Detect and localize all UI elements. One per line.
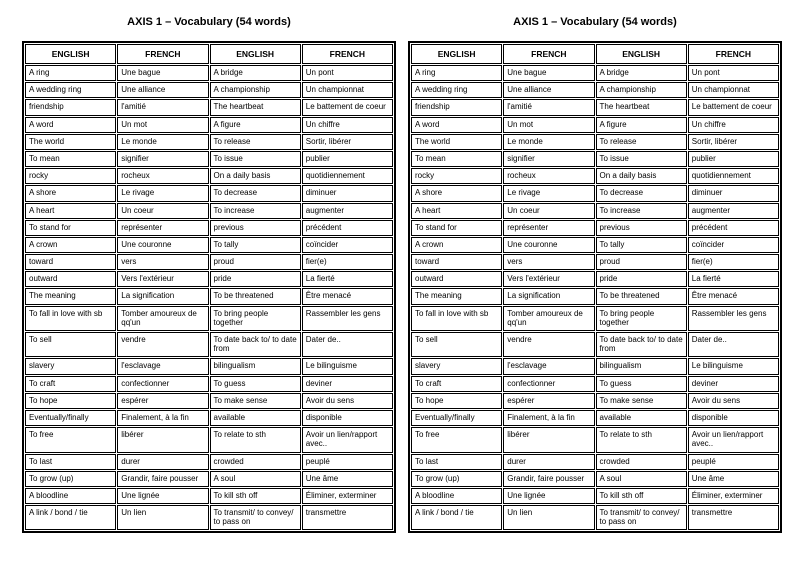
table-cell: signifier: [503, 151, 594, 167]
table-cell: To make sense: [596, 393, 687, 409]
table-cell: outward: [25, 271, 116, 287]
table-cell: durer: [117, 454, 208, 470]
table-cell: Dater de..: [688, 332, 779, 357]
table-cell: Le bilinguisme: [302, 358, 393, 374]
table-cell: Le rivage: [503, 185, 594, 201]
table-cell: Rassembler les gens: [302, 306, 393, 331]
table-cell: Le battement de coeur: [302, 99, 393, 115]
vocab-table: [22, 41, 396, 533]
table-row: [411, 427, 779, 452]
table-cell: quotidiennement: [302, 168, 393, 184]
table-cell: To last: [25, 454, 116, 470]
table-row: [411, 288, 779, 304]
column-header: ENGLISH: [411, 44, 502, 64]
table-cell: Une couronne: [117, 237, 208, 253]
table-cell: Une bague: [503, 65, 594, 81]
table-body: [411, 65, 779, 530]
table-cell: Vers l'extérieur: [117, 271, 208, 287]
table-cell: A bridge: [210, 65, 301, 81]
column-header: FRENCH: [302, 44, 393, 64]
document-page-1: [22, 16, 396, 565]
table-cell: disponible: [688, 410, 779, 426]
table-cell: The heartbeat: [210, 99, 301, 115]
table-cell: The world: [411, 134, 502, 150]
table-row: [411, 151, 779, 167]
table-cell: outward: [411, 271, 502, 287]
table-cell: confectionner: [503, 376, 594, 392]
table-cell: La signification: [117, 288, 208, 304]
table-cell: Vers l'extérieur: [503, 271, 594, 287]
table-cell: espérer: [117, 393, 208, 409]
table-cell: crowded: [596, 454, 687, 470]
table-cell: deviner: [688, 376, 779, 392]
table-cell: To free: [411, 427, 502, 452]
table-cell: To relate to sth: [210, 427, 301, 452]
table-cell: représenter: [117, 220, 208, 236]
table-cell: Avoir un lien/rapport avec..: [688, 427, 779, 452]
table-cell: précédent: [302, 220, 393, 236]
table-row: [411, 65, 779, 81]
table-cell: A bloodline: [411, 488, 502, 504]
table-cell: To stand for: [411, 220, 502, 236]
table-cell: A word: [25, 117, 116, 133]
table-cell: fier(e): [302, 254, 393, 270]
table-cell: A figure: [596, 117, 687, 133]
table-cell: Le monde: [117, 134, 208, 150]
table-cell: Une couronne: [503, 237, 594, 253]
table-cell: Être menacé: [688, 288, 779, 304]
table-cell: augmenter: [302, 203, 393, 219]
table-cell: proud: [210, 254, 301, 270]
table-row: [25, 427, 393, 452]
table-cell: previous: [596, 220, 687, 236]
table-cell: A heart: [411, 203, 502, 219]
table-cell: friendship: [411, 99, 502, 115]
table-cell: l'amitié: [503, 99, 594, 115]
table-cell: Éliminer, exterminer: [688, 488, 779, 504]
table-cell: To sell: [25, 332, 116, 357]
table-cell: Grandir, faire pousser: [503, 471, 594, 487]
column-header: FRENCH: [117, 44, 208, 64]
table-cell: rocky: [411, 168, 502, 184]
table-cell: augmenter: [688, 203, 779, 219]
table-cell: A ring: [25, 65, 116, 81]
table-row: [25, 82, 393, 98]
table-row: [25, 376, 393, 392]
table-cell: Rassembler les gens: [688, 306, 779, 331]
table-cell: Une lignée: [117, 488, 208, 504]
table-cell: A soul: [596, 471, 687, 487]
table-row: [25, 288, 393, 304]
table-cell: Avoir du sens: [688, 393, 779, 409]
table-row: [25, 358, 393, 374]
table-body: [25, 65, 393, 530]
table-cell: A bridge: [596, 65, 687, 81]
table-cell: To release: [210, 134, 301, 150]
column-header: ENGLISH: [596, 44, 687, 64]
table-cell: peuplé: [302, 454, 393, 470]
table-cell: To tally: [210, 237, 301, 253]
table-row: [25, 220, 393, 236]
table-cell: Un mot: [503, 117, 594, 133]
table-row: [411, 358, 779, 374]
table-cell: To transmit/ to convey/ to pass on: [210, 505, 301, 530]
document-page-2: [408, 16, 782, 565]
table-cell: Un championnat: [302, 82, 393, 98]
table-cell: available: [596, 410, 687, 426]
table-cell: Une âme: [688, 471, 779, 487]
table-row: [25, 393, 393, 409]
table-row: [25, 454, 393, 470]
table-cell: précédent: [688, 220, 779, 236]
table-cell: La signification: [503, 288, 594, 304]
table-row: [411, 306, 779, 331]
table-row: [411, 254, 779, 270]
table-cell: quotidiennement: [688, 168, 779, 184]
table-row: [411, 203, 779, 219]
table-cell: crowded: [210, 454, 301, 470]
table-cell: To transmit/ to convey/ to pass on: [596, 505, 687, 530]
table-row: [411, 454, 779, 470]
table-cell: Une alliance: [503, 82, 594, 98]
table-cell: toward: [25, 254, 116, 270]
page-title: AXIS 1 – Vocabulary (54 words): [127, 16, 291, 28]
table-cell: bilingualism: [596, 358, 687, 374]
table-cell: libérer: [117, 427, 208, 452]
table-cell: To decrease: [596, 185, 687, 201]
table-cell: A crown: [411, 237, 502, 253]
table-cell: Tomber amoureux de qq'un: [503, 306, 594, 331]
table-row: [25, 185, 393, 201]
table-cell: To grow (up): [25, 471, 116, 487]
table-cell: Une lignée: [503, 488, 594, 504]
table-row: [411, 185, 779, 201]
table-cell: To be threatened: [210, 288, 301, 304]
table-cell: publier: [688, 151, 779, 167]
table-cell: Un championnat: [688, 82, 779, 98]
table-row: [411, 99, 779, 115]
table-row: [411, 471, 779, 487]
table-cell: Finalement, à la fin: [503, 410, 594, 426]
table-row: [25, 65, 393, 81]
table-cell: signifier: [117, 151, 208, 167]
table-cell: The meaning: [411, 288, 502, 304]
table-cell: A shore: [411, 185, 502, 201]
table-cell: To tally: [596, 237, 687, 253]
table-cell: On a daily basis: [596, 168, 687, 184]
table-cell: Être menacé: [302, 288, 393, 304]
table-cell: Finalement, à la fin: [117, 410, 208, 426]
table-cell: Grandir, faire pousser: [117, 471, 208, 487]
table-row: [411, 505, 779, 530]
table-cell: Une bague: [117, 65, 208, 81]
table-cell: To kill sth off: [596, 488, 687, 504]
table-cell: To issue: [596, 151, 687, 167]
table-row: [411, 271, 779, 287]
table-row: [411, 376, 779, 392]
table-row: [25, 168, 393, 184]
table-cell: A heart: [25, 203, 116, 219]
table-row: [25, 306, 393, 331]
table-cell: rocheux: [117, 168, 208, 184]
table-cell: Éliminer, exterminer: [302, 488, 393, 504]
table-cell: Un lien: [503, 505, 594, 530]
table-cell: A wedding ring: [411, 82, 502, 98]
column-header: ENGLISH: [210, 44, 301, 64]
table-cell: Avoir un lien/rapport avec..: [302, 427, 393, 452]
table-cell: proud: [596, 254, 687, 270]
table-cell: La fierté: [302, 271, 393, 287]
table-cell: A ring: [411, 65, 502, 81]
table-cell: Le battement de coeur: [688, 99, 779, 115]
table-cell: A figure: [210, 117, 301, 133]
table-cell: The world: [25, 134, 116, 150]
table-cell: Le rivage: [117, 185, 208, 201]
table-cell: To fall in love with sb: [25, 306, 116, 331]
table-cell: To stand for: [25, 220, 116, 236]
table-cell: Tomber amoureux de qq'un: [117, 306, 208, 331]
table-cell: Dater de..: [302, 332, 393, 357]
table-cell: A bloodline: [25, 488, 116, 504]
table-cell: To increase: [596, 203, 687, 219]
table-cell: Le monde: [503, 134, 594, 150]
table-cell: Un pont: [302, 65, 393, 81]
table-cell: To last: [411, 454, 502, 470]
table-row: [411, 488, 779, 504]
table-cell: To grow (up): [411, 471, 502, 487]
table-cell: Une âme: [302, 471, 393, 487]
table-cell: disponible: [302, 410, 393, 426]
table-cell: durer: [503, 454, 594, 470]
table-cell: Avoir du sens: [302, 393, 393, 409]
table-cell: espérer: [503, 393, 594, 409]
table-cell: rocheux: [503, 168, 594, 184]
table-cell: représenter: [503, 220, 594, 236]
table-cell: peuplé: [688, 454, 779, 470]
table-cell: friendship: [25, 99, 116, 115]
table-cell: To guess: [596, 376, 687, 392]
table-cell: To make sense: [210, 393, 301, 409]
table-cell: To increase: [210, 203, 301, 219]
table-cell: Un coeur: [503, 203, 594, 219]
table-row: [25, 151, 393, 167]
table-header-row: [25, 44, 393, 64]
table-cell: Un lien: [117, 505, 208, 530]
table-cell: A crown: [25, 237, 116, 253]
table-cell: To fall in love with sb: [411, 306, 502, 331]
table-cell: rocky: [25, 168, 116, 184]
table-cell: To release: [596, 134, 687, 150]
table-cell: Eventually/finally: [411, 410, 502, 426]
table-cell: The heartbeat: [596, 99, 687, 115]
table-cell: l'esclavage: [503, 358, 594, 374]
table-row: [411, 410, 779, 426]
table-cell: confectionner: [117, 376, 208, 392]
table-row: [25, 237, 393, 253]
table-cell: Une alliance: [117, 82, 208, 98]
table-cell: To hope: [25, 393, 116, 409]
table-cell: A championship: [596, 82, 687, 98]
table-row: [25, 99, 393, 115]
table-cell: l'amitié: [117, 99, 208, 115]
table-cell: Un mot: [117, 117, 208, 133]
table-cell: Sortir, libérer: [688, 134, 779, 150]
table-cell: pride: [210, 271, 301, 287]
table-cell: libérer: [503, 427, 594, 452]
table-cell: Eventually/finally: [25, 410, 116, 426]
table-cell: publier: [302, 151, 393, 167]
table-cell: To mean: [25, 151, 116, 167]
table-cell: vendre: [503, 332, 594, 357]
table-cell: fier(e): [688, 254, 779, 270]
table-cell: To relate to sth: [596, 427, 687, 452]
table-row: [25, 271, 393, 287]
table-head: [25, 44, 393, 64]
table-cell: To bring people together: [596, 306, 687, 331]
table-cell: slavery: [411, 358, 502, 374]
table-cell: bilingualism: [210, 358, 301, 374]
column-header: ENGLISH: [25, 44, 116, 64]
column-header: FRENCH: [503, 44, 594, 64]
table-cell: To craft: [25, 376, 116, 392]
table-cell: vers: [117, 254, 208, 270]
table-cell: vers: [503, 254, 594, 270]
table-cell: coïncider: [688, 237, 779, 253]
table-cell: Un chiffre: [688, 117, 779, 133]
table-row: [25, 254, 393, 270]
table-cell: A championship: [210, 82, 301, 98]
table-cell: To craft: [411, 376, 502, 392]
table-cell: diminuer: [688, 185, 779, 201]
table-cell: Le bilinguisme: [688, 358, 779, 374]
table-cell: To bring people together: [210, 306, 301, 331]
table-cell: A word: [411, 117, 502, 133]
table-cell: diminuer: [302, 185, 393, 201]
table-cell: On a daily basis: [210, 168, 301, 184]
table-row: [411, 332, 779, 357]
table-cell: vendre: [117, 332, 208, 357]
table-row: [411, 168, 779, 184]
table-cell: A link / bond / tie: [411, 505, 502, 530]
table-row: [25, 203, 393, 219]
table-cell: slavery: [25, 358, 116, 374]
table-cell: deviner: [302, 376, 393, 392]
table-header-row: [411, 44, 779, 64]
table-row: [411, 220, 779, 236]
table-cell: To free: [25, 427, 116, 452]
table-cell: transmettre: [688, 505, 779, 530]
table-row: [411, 134, 779, 150]
table-cell: toward: [411, 254, 502, 270]
table-cell: A wedding ring: [25, 82, 116, 98]
table-row: [25, 488, 393, 504]
table-cell: To kill sth off: [210, 488, 301, 504]
table-cell: To be threatened: [596, 288, 687, 304]
table-cell: La fierté: [688, 271, 779, 287]
table-row: [25, 505, 393, 530]
table-cell: To guess: [210, 376, 301, 392]
table-cell: To sell: [411, 332, 502, 357]
table-cell: The meaning: [25, 288, 116, 304]
table-row: [411, 393, 779, 409]
table-cell: To hope: [411, 393, 502, 409]
table-row: [25, 117, 393, 133]
column-header: FRENCH: [688, 44, 779, 64]
table-row: [25, 332, 393, 357]
table-cell: transmettre: [302, 505, 393, 530]
table-cell: A soul: [210, 471, 301, 487]
table-cell: coïncider: [302, 237, 393, 253]
table-cell: A link / bond / tie: [25, 505, 116, 530]
table-head: [411, 44, 779, 64]
table-cell: To mean: [411, 151, 502, 167]
page-title: AXIS 1 – Vocabulary (54 words): [513, 16, 677, 28]
table-cell: Un pont: [688, 65, 779, 81]
table-cell: previous: [210, 220, 301, 236]
table-cell: pride: [596, 271, 687, 287]
table-row: [411, 82, 779, 98]
table-row: [25, 471, 393, 487]
table-row: [25, 134, 393, 150]
table-cell: To decrease: [210, 185, 301, 201]
table-cell: To date back to/ to date from: [210, 332, 301, 357]
table-cell: To issue: [210, 151, 301, 167]
table-cell: available: [210, 410, 301, 426]
table-cell: To date back to/ to date from: [596, 332, 687, 357]
table-row: [411, 117, 779, 133]
table-cell: l'esclavage: [117, 358, 208, 374]
table-cell: Un chiffre: [302, 117, 393, 133]
vocab-table: [408, 41, 782, 533]
table-cell: Sortir, libérer: [302, 134, 393, 150]
table-cell: A shore: [25, 185, 116, 201]
table-row: [411, 237, 779, 253]
table-cell: Un coeur: [117, 203, 208, 219]
table-row: [25, 410, 393, 426]
